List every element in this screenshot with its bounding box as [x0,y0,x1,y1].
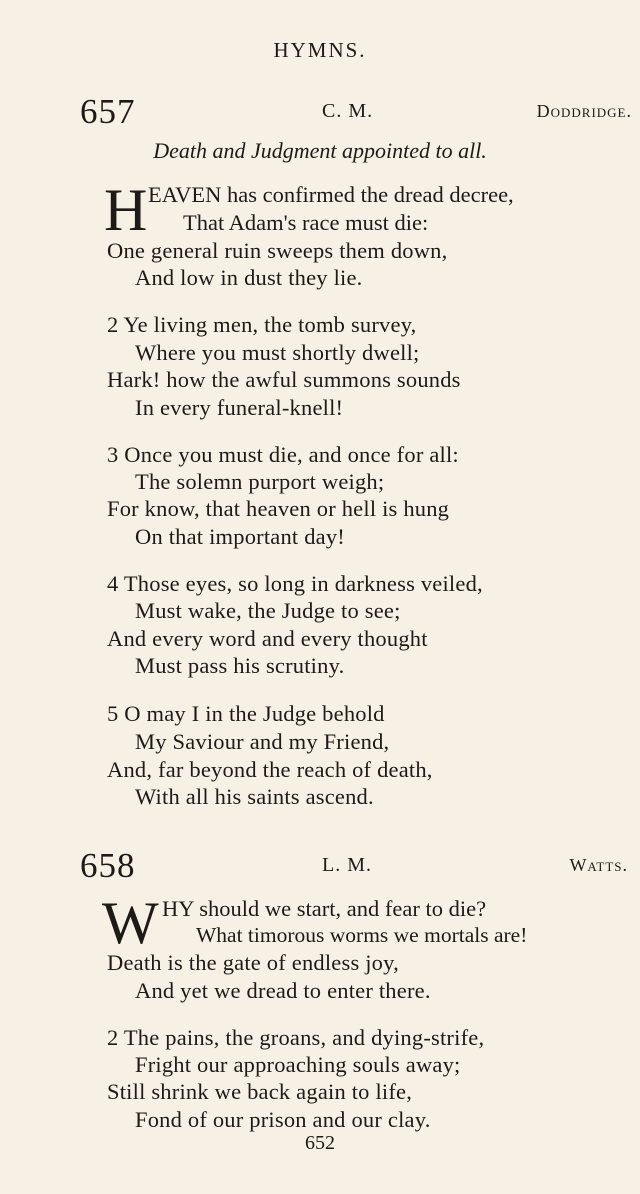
verse-line: Where you must shortly dwell; [135,340,420,365]
page-number: 652 [305,1132,335,1154]
hymn-author: Doddridge. [536,101,632,121]
hymn-meter: C. M. [322,100,374,122]
verse-line: Death is the gate of endless joy, [107,950,399,975]
verse-line: For know, that heaven or hell is hung [107,496,450,521]
verse-line: And low in dust they lie. [135,265,363,290]
verse-line: Fright our approaching souls away; [135,1052,461,1077]
verse-line: HY should we start, and fear to die? [162,896,487,921]
verse-line: 3 Once you must die, and once for all: [107,442,459,467]
verse-line: Fond of our prison and our clay. [135,1107,431,1132]
verse-line: 4 Those eyes, so long in darkness veiled, [107,571,483,596]
hymn-author: Watts. [569,855,628,875]
verse-line: What timorous worms we mortals are! [196,923,528,947]
verse-line: The solemn purport weigh; [135,469,385,494]
verse-line: 5 O may I in the Judge behold [107,701,385,726]
drop-cap: W [102,890,159,956]
verse-line: With all his saints ascend. [135,784,374,809]
verse-line: That Adam's race must die: [183,210,429,235]
verse-line: Must wake, the Judge to see; [135,598,401,623]
verse-line: 2 The pains, the groans, and dying-strife, [107,1025,485,1050]
verse-line: EAVEN has confirmed the dread decree, [148,182,514,207]
verse-line: My Saviour and my Friend, [135,729,390,754]
running-head: HYMNS. [273,38,367,62]
hymn-meter: L. M. [322,854,372,876]
verse-line: Must pass his scrutiny. [135,653,345,678]
verse-line: Hark! how the awful summons sounds [107,367,461,392]
verse-line: 2 Ye living men, the tomb survey, [107,312,417,337]
hymn-number: 657 [80,92,136,131]
hymn-title: Death and Judgment appointed to all. [153,138,487,163]
verse-line: And, far beyond the reach of death, [107,757,433,782]
drop-cap: H [104,177,148,243]
verse-line: In every funeral-knell! [135,395,344,420]
verse-line: And every word and every thought [107,626,428,651]
hymn-658-header [0,846,640,890]
hymn-number: 658 [80,846,136,885]
verse-line: One general ruin sweeps them down, [107,238,448,263]
verse-line: And yet we dread to enter there. [135,978,431,1003]
verse-line: Still shrink we back again to life, [107,1079,413,1104]
hymn-657-header [0,92,640,136]
verse-line: On that important day! [135,524,345,549]
